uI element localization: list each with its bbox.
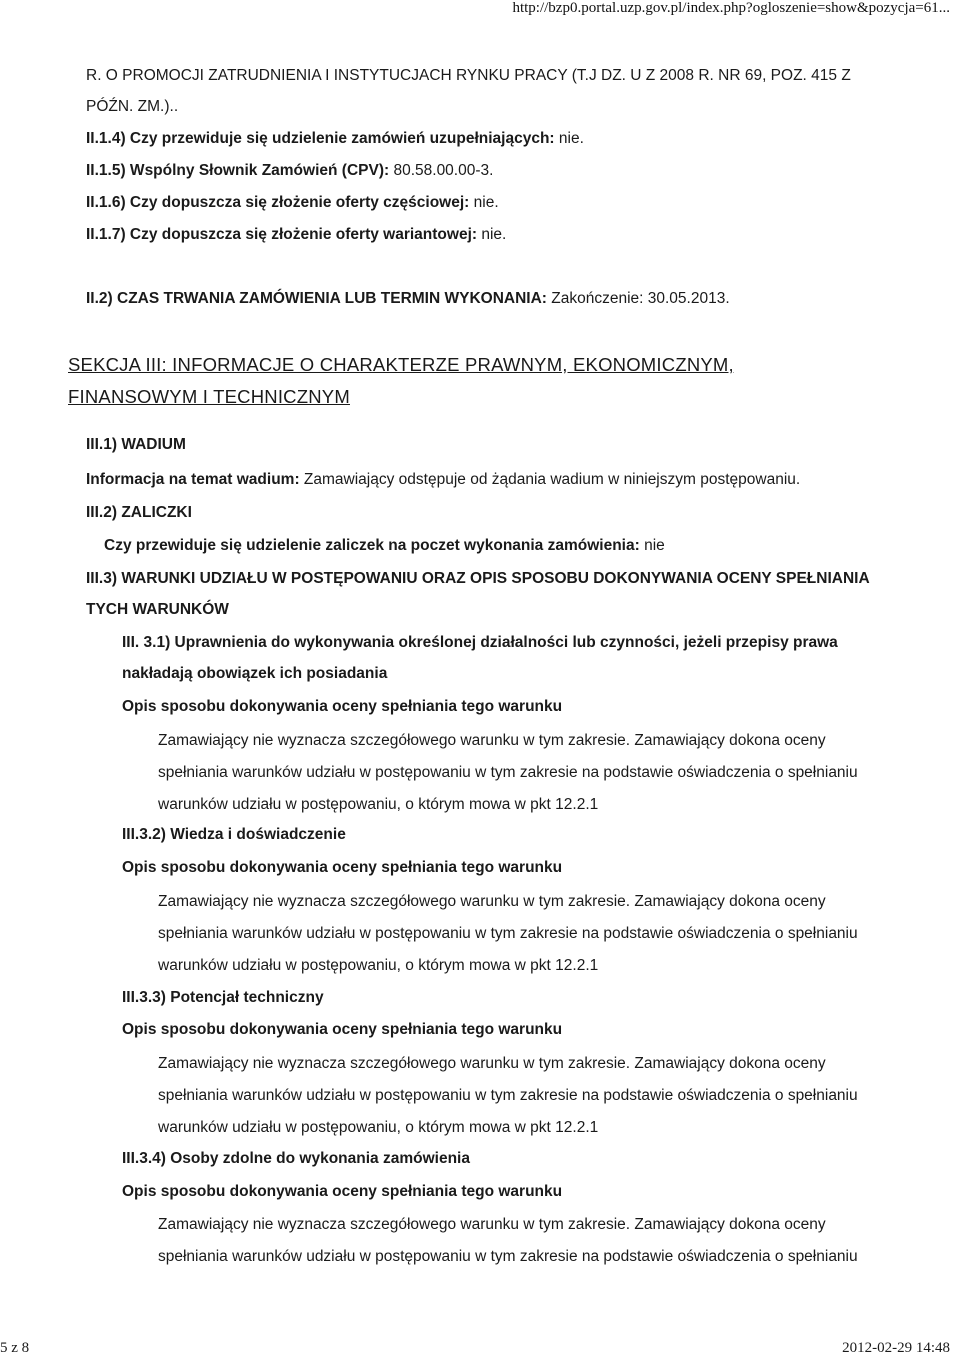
print-datetime: 2012-02-29 14:48	[842, 1340, 950, 1356]
item-ii-1-5	[86, 162, 493, 180]
heading-iii-3-line-2	[86, 601, 229, 619]
wadium-value: Zamawiający odstępuje od żądania wadium w niniejszym postępowaniu.	[303, 471, 801, 488]
condition-3-line-1: Zamawiający nie wyznacza szczegółowego warunku w tym zakresie. Zamawiający dokona oceny	[158, 1055, 826, 1072]
zaliczki-value: nie	[644, 537, 665, 554]
heading-iii-3-3	[122, 989, 324, 1007]
heading-text: III.2) ZALICZKI	[86, 504, 192, 521]
zaliczki-label: Czy przewiduje się udzielenie zaliczek na poczet wykonania zamówienia:	[104, 537, 640, 554]
condition-4-line-1: Zamawiający nie wyznacza szczegółowego warunku w tym zakresie. Zamawiający dokona oceny	[158, 1216, 826, 1233]
wadium-label: Informacja na temat wadium:	[86, 471, 300, 488]
condition-3-line-3: warunków udziału w postępowaniu, o którym mowa w pkt 12.2.1	[158, 1119, 599, 1136]
page-url: http://bzp0.portal.uzp.gov.pl/index.php?ogloszenie=show&pozycja=61...	[512, 0, 950, 16]
condition-2-line-3: warunków udziału w postępowaniu, o którym mowa w pkt 12.2.1	[158, 957, 599, 974]
heading-text: III.1) WADIUM	[86, 436, 186, 453]
heading-iii-2	[86, 504, 192, 522]
item-ii-1-7	[86, 226, 506, 244]
item-value: 80.58.00.00-3.	[393, 162, 494, 179]
heading-iii-3-1-line-1	[122, 634, 838, 652]
condition-3-line-2: spełniania warunków udziału w postępowaniu w tym zakresie na podstawie oświadczenia o spełnianiu	[158, 1087, 858, 1104]
heading-iii-3-2	[122, 826, 346, 844]
zaliczki-info	[104, 537, 665, 555]
item-value: nie.	[558, 130, 584, 147]
item-label: II.2) CZAS TRWANIA ZAMÓWIENIA LUB TERMIN WYKONANIA:	[86, 290, 547, 307]
item-label: II.1.6) Czy dopuszcza się złożenie oferty częściowej:	[86, 194, 470, 211]
opis-text: Opis sposobu dokonywania oceny spełniania tego warunku	[122, 859, 563, 876]
item-value: nie.	[473, 194, 499, 211]
condition-1-line-1: Zamawiający nie wyznacza szczegółowego warunku w tym zakresie. Zamawiający dokona oceny	[158, 732, 826, 749]
heading-text: III.3) WARUNKI UDZIAŁU W POSTĘPOWANIU ORAZ OPIS SPOSOBU DOKONYWANIA OCENY SPEŁNIANIA	[86, 570, 870, 587]
condition-4-line-2: spełniania warunków udziału w postępowaniu w tym zakresie na podstawie oświadczenia o spełnianiu	[158, 1248, 858, 1265]
condition-2-line-2: spełniania warunków udziału w postępowaniu w tym zakresie na podstawie oświadczenia o spełnianiu	[158, 925, 858, 942]
law-line-1: R. O PROMOCJI ZATRUDNIENIA I INSTYTUCJACH RYNKU PRACY (T.J DZ. U Z 2008 R. NR 69, POZ. 415 Z	[86, 67, 851, 84]
heading-text: III.3.2) Wiedza i doświadczenie	[122, 826, 346, 843]
heading-text: TYCH WARUNKÓW	[86, 601, 229, 618]
item-value: Zakończenie: 30.05.2013.	[551, 290, 730, 307]
heading-text: III.3.3) Potencjał techniczny	[122, 989, 324, 1006]
condition-2-line-1: Zamawiający nie wyznacza szczegółowego warunku w tym zakresie. Zamawiający dokona oceny	[158, 893, 826, 910]
opis-text: Opis sposobu dokonywania oceny spełniania tego warunku	[122, 1183, 563, 1200]
condition-1-line-2: spełniania warunków udziału w postępowaniu w tym zakresie na podstawie oświadczenia o spełnianiu	[158, 764, 858, 781]
item-label: II.1.5) Wspólny Słownik Zamówień (CPV):	[86, 162, 390, 179]
section-3-title-line-1: SEKCJA III: INFORMACJE O CHARAKTERZE PRAWNYM, EKONOMICZNYM,	[68, 354, 734, 375]
heading-text: nakładają obowiązek ich posiadania	[122, 665, 388, 682]
item-label: II.1.7) Czy dopuszcza się złożenie oferty wariantowej:	[86, 226, 478, 243]
item-ii-2	[86, 290, 730, 308]
item-ii-1-6	[86, 194, 499, 212]
opis-text: Opis sposobu dokonywania oceny spełniania tego warunku	[122, 698, 563, 715]
page-number: 5 z 8	[0, 1340, 30, 1356]
opis-text: Opis sposobu dokonywania oceny spełniania tego warunku	[122, 1021, 563, 1038]
heading-iii-3-line-1	[86, 570, 870, 588]
wadium-info	[86, 471, 800, 489]
item-ii-1-4	[86, 130, 584, 148]
heading-iii-3-4	[122, 1150, 470, 1168]
opis-heading-4	[122, 1183, 562, 1201]
heading-text: III.3.4) Osoby zdolne do wykonania zamówienia	[122, 1150, 470, 1167]
opis-heading-1	[122, 698, 562, 716]
law-line-2: PÓŹN. ZM.)..	[86, 98, 179, 115]
opis-heading-2	[122, 859, 562, 877]
opis-heading-3	[122, 1021, 562, 1039]
condition-1-line-3: warunków udziału w postępowaniu, o którym mowa w pkt 12.2.1	[158, 796, 599, 813]
section-3-title-line-2: FINANSOWYM I TECHNICZNYM	[68, 386, 350, 407]
heading-iii-1	[86, 436, 186, 454]
item-label: II.1.4) Czy przewiduje się udzielenie zamówień uzupełniających:	[86, 130, 555, 147]
item-value: nie.	[481, 226, 507, 243]
heading-iii-3-1-line-2	[122, 665, 387, 683]
heading-text: III. 3.1) Uprawnienia do wykonywania określonej działalności lub czynności, jeżeli przepisy prawa	[122, 634, 838, 651]
